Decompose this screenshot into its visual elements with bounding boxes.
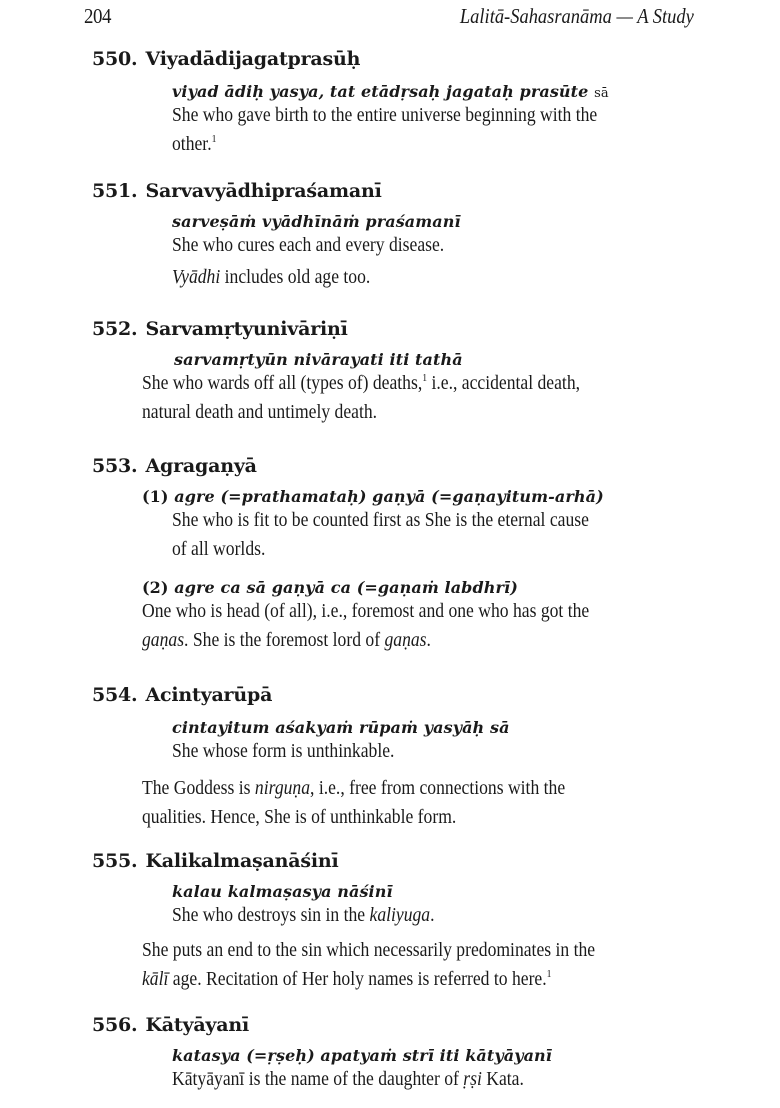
meaning: She who gave birth to the entire universe beginning with the other.$^1$ [172,104,598,155]
entry-554 [92,684,700,832]
entry-555 [92,850,700,994]
sanskrit-gloss: cintayitum aśakyaṁ rūpaṁ yasyāḥ sā [172,718,510,737]
meaning: She who cures each and every disease. [172,234,445,256]
meaning: She who destroys sin in the kaliyuga. [172,904,435,926]
note: She puts an end to the sin which necessarily predominates in the kālī age. Recitation of Her holy names is referred to here.$^1$ [142,939,596,990]
entry-553 [92,455,700,655]
entry-550 [92,48,700,159]
meaning: She whose form is unthinkable. [172,740,395,762]
sanskrit-gloss: sarvamṛtyūn nivārayati iti tathā [174,350,463,369]
footnote-ref: 1 [422,372,428,384]
meaning-1: She who is fit to be counted first as She is the eternal cause of all worlds. [172,509,589,560]
entry-551 [92,180,700,292]
entry-heading: 554. Acintyarūpā [92,684,273,706]
entry-552 [92,318,700,427]
entry-heading: 552. Sarvamṛtyunivāriṇī [92,318,348,340]
page-header [84,4,694,29]
sanskrit-gloss: katasya (=ṛṣeḥ) apatyaṁ strī iti kātyāyanī [172,1046,552,1065]
note: The Goddess is nirguṇa, i.e., free from connections with the qualities. Hence, She is of unthinkable form. [142,777,566,828]
sanskrit-gloss: viyad ādiḥ yasya, tat etādṛsaḥ jagataḥ prasūte sā [172,82,609,101]
entry-heading: 555. Kalikalmaṣanāśinī [92,850,339,872]
footnote-ref: 1 [546,968,552,980]
meaning-2: One who is head (of all), i.e., foremost and one who has got the gaṇas. She is the foremost lord of gaṇas. [142,600,590,651]
sanskrit-gloss-1: (1) agre (=prathamataḥ) gaṇyā (=gaṇayitum-arhā) [142,487,604,506]
entry-heading: 553. Agragaṇyā [92,455,257,477]
entry-heading: 556. Kātyāyanī [92,1014,250,1036]
sanskrit-gloss: kalau kalmaṣasya nāśinī [172,882,393,901]
meaning: She who wards off all (types of) deaths,$^1$ i.e., accidental death, natural death and untimely death. [142,372,581,423]
entry-heading: 550. Viyadādijagatprasūḥ [92,48,361,70]
entry-556 [92,1014,700,1094]
footnote-ref: 1 [211,133,217,145]
sanskrit-gloss: sarveṣāṁ vyādhīnāṁ praśamanī [172,212,461,231]
entry-heading: 551. Sarvavyādhipraśamanī [92,180,382,202]
running-title: Lalitā-Sahasranāma — A Study [460,4,694,28]
page-number: 204 [84,4,111,28]
note: Vyādhi includes old age too. [172,266,371,288]
meaning: Kātyāyanī is the name of the daughter of ṛṣi Kata. [172,1068,524,1090]
sanskrit-gloss-2: (2) agre ca sā gaṇyā ca (=gaṇaṁ labdhrī) [142,578,518,597]
